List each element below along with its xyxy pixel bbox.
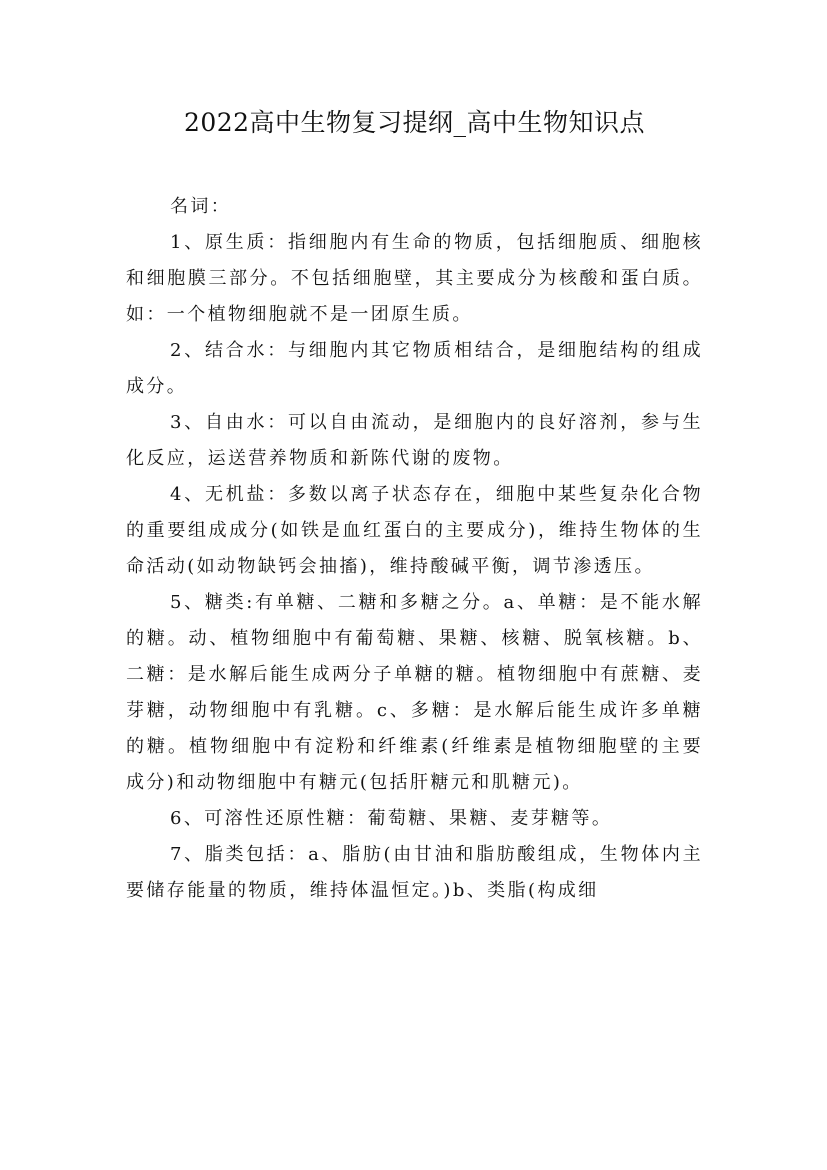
paragraph-heading-terms: 名词： bbox=[170, 196, 232, 217]
paragraph-inorganic-salts: 4、无机盐：多数以离子状态存在，细胞中某些复杂化合物的重要组成成分(如铁是血红蛋白的主要成分)，维持生物体的生命活动(如动物缺钙会抽搐)，维持酸碱平衡，调节渗透压。 bbox=[126, 484, 703, 577]
paragraph-carbohydrates: 5、糖类:有单糖、二糖和多糖之分。a、单糖：是不能水解的糖。动、植物细胞中有葡萄糖、果糖、核糖、脱氧核糖。b、二糖：是水解后能生成两分子单糖的糖。植物细胞中有蔗糖、麦芽糖，动物细胞中有乳糖。c、多糖：是水解后能生成许多单糖的糖。植物细胞中有淀粉和纤维素(纤维素是植物细胞壁的主要成分)和动物细胞中有糖元(包括肝糖元和肌糖元)。 bbox=[126, 592, 703, 793]
document-title: 2022高中生物复习提纲_高中生物知识点 bbox=[183, 108, 646, 137]
paragraph-free-water: 3、自由水：可以自由流动，是细胞内的良好溶剂，参与生化反应，运送营养物质和新陈代谢的废物。 bbox=[126, 412, 703, 469]
paragraph-reducing-sugars: 6、可溶性还原性糖：葡萄糖、果糖、麦芽糖等。 bbox=[170, 808, 613, 829]
document-body bbox=[126, 189, 703, 909]
paragraph-lipids: 7、脂类包括：a、脂肪(由甘油和脂肪酸组成，生物体内主要储存能量的物质，维持体温恒定。)b、类脂(构成细 bbox=[126, 844, 703, 901]
paragraph-protoplasm: 1、原生质：指细胞内有生命的物质，包括细胞质、细胞核和细胞膜三部分。不包括细胞壁，其主要成分为核酸和蛋白质。如：一个植物细胞就不是一团原生质。 bbox=[126, 232, 703, 325]
paragraph-bound-water: 2、结合水：与细胞内其它物质相结合，是细胞结构的组成成分。 bbox=[126, 340, 703, 397]
